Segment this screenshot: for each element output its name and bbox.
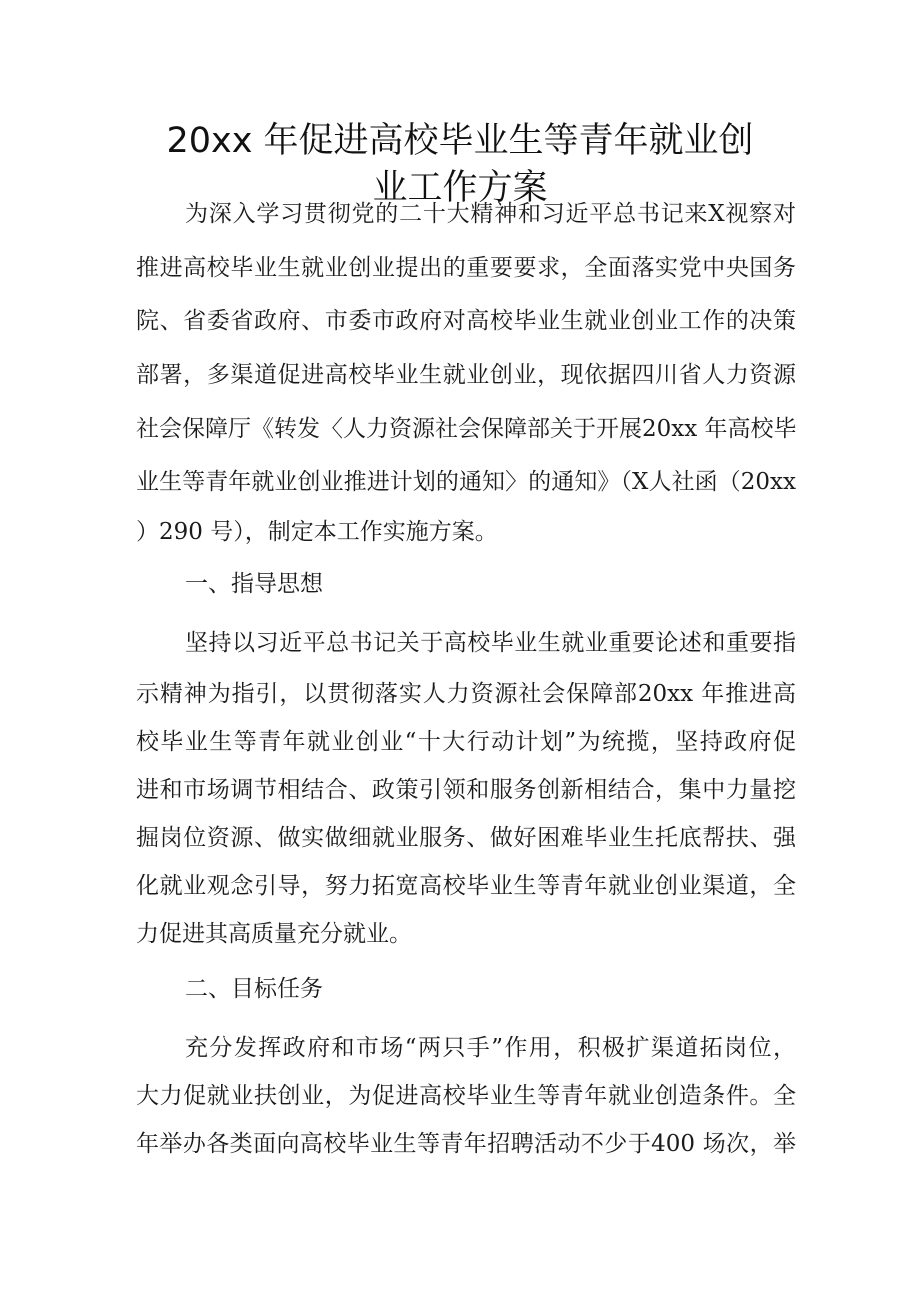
document-title-line-1: 20xx 年促进高校毕业生等青年就业创 [166, 121, 754, 161]
section2-line: 年举办各类面向高校毕业生等青年招聘活动不少于400 场次，举 [136, 1131, 796, 1157]
section1-line: 力促进其高质量充分就业。 [136, 921, 412, 947]
section1-line: 化就业观念引导，努力拓宽高校毕业生等青年就业创业渠道，全 [136, 873, 796, 899]
intro-line: 业生等青年就业创业推进计划的通知〉的通知》（X人社函（20xx [136, 469, 796, 495]
section1-line: 坚持以习近平总书记关于高校毕业生就业重要论述和重要指 [185, 630, 796, 656]
section1-line: 掘岗位资源、做实做细就业服务、做好困难毕业生托底帮扶、强 [136, 825, 796, 851]
document-title-line-2: 业工作方案 [372, 168, 548, 208]
section1-line: 示精神为指引，以贯彻落实人力资源社会保障部20xx 年推进高 [136, 681, 796, 707]
section1-line: 进和市场调节相结合、政策引领和服务创新相结合，集中力量挖 [136, 777, 796, 803]
section2-line: 大力促就业扶创业，为促进高校毕业生等青年就业创造条件。全 [136, 1083, 796, 1109]
intro-line: ）290 号），制定本工作实施方案。 [136, 519, 498, 545]
section-heading-objectives: 二、目标任务 [185, 976, 323, 1002]
intro-line: 推进高校毕业生就业创业提出的重要要求，全面落实党中央国务 [136, 255, 796, 281]
section1-line: 校毕业生等青年就业创业“十大行动计划”为统揽，坚持政府促 [136, 729, 796, 755]
intro-line: 院、省委省政府、市委市政府对高校毕业生就业创业工作的决策 [136, 308, 796, 334]
intro-line: 部署，多渠道促进高校毕业生就业创业，现依据四川省人力资源 [136, 362, 796, 388]
section2-line: 充分发挥政府和市场“两只手”作用，积极扩渠道拓岗位， [185, 1035, 796, 1061]
intro-line: 社会保障厅《转发〈人力资源社会保障部关于开展20xx 年高校毕 [136, 416, 797, 442]
section-heading-guiding-thought: 一、指导思想 [185, 571, 323, 597]
intro-line: 为深入学习贯彻党的二十大精神和习近平总书记来X视察对 [185, 201, 796, 227]
